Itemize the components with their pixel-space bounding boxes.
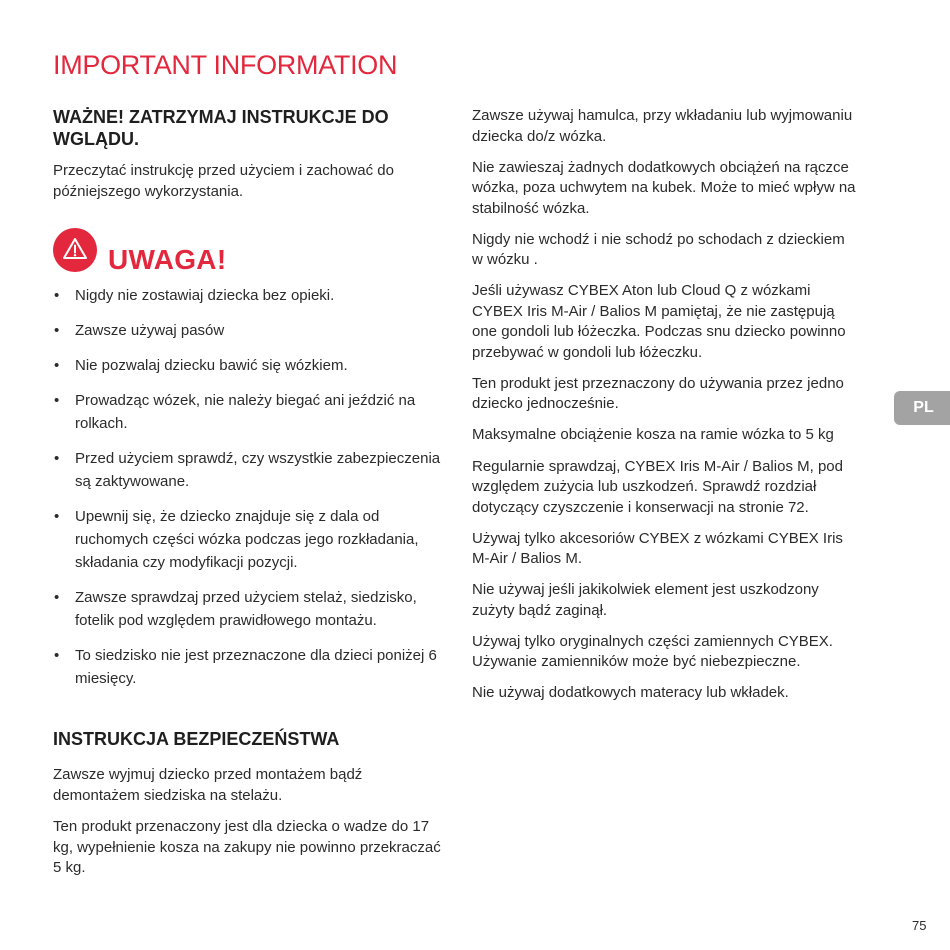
- instruction-paragraph: Używaj tylko akcesoriów CYBEX z wózkami CYBEX Iris M-Air / Balios M.: [472, 529, 843, 568]
- instruction-paragraph: Nie używaj dodatkowych materacy lub wkładek.: [472, 684, 789, 702]
- page-number: 75: [912, 918, 927, 933]
- warning-label: UWAGA!: [108, 244, 227, 275]
- page-title: IMPORTANT INFORMATION: [53, 50, 398, 80]
- instruction-paragraph: Nigdy nie wchodź i nie schodź po schodach z dzieckiem w wózku .: [472, 230, 845, 269]
- instruction-paragraph: Regularnie sprawdzaj, CYBEX Iris M-Air / Balios M, pod względem zużycia lub uszkodzeń. Sprawdź rozdział dotyczący czyszczenie i konserwacji na stronie 72.: [472, 457, 843, 516]
- language-tab: PL: [894, 391, 950, 425]
- instruction-paragraph: Zawsze używaj hamulca, przy wkładaniu lub wyjmowaniu dziecka do/z wózka.: [472, 107, 853, 145]
- instruction-paragraph: Ten produkt jest przeznaczony do używania przez jedno dziecko jednocześnie.: [472, 374, 844, 413]
- instruction-paragraph: Używaj tylko oryginalnych części zamiennych CYBEX. Używanie zamienników może być niebezpieczne.: [472, 632, 833, 671]
- list-item: • Przed użyciem sprawdź, czy wszystkie zabezpieczenia są zaktywowane.: [53, 447, 445, 493]
- safety-paragraph: Zawsze wyjmuj dziecko przed montażem bądź demontażem siedziska na stelażu.: [53, 766, 363, 804]
- list-item: • Upewnij się, że dziecko znajduje się z dala od ruchomych części wózka podczas jego rozkładania, składania czy modyfikacji pozycji.: [53, 505, 445, 574]
- safety-paragraph: Ten produkt przenaczony jest dla dziecka o wadze do 17 kg, wypełnienie kosza na zakupy nie powinno przekraczać 5 kg.: [53, 818, 441, 876]
- important-heading: WAŻNE! ZATRZYMAJ INSTRUKCJE DO WGLĄDU.: [53, 107, 389, 149]
- safety-heading: INSTRUKCJA BEZPIECZEŃSTWA: [53, 729, 340, 749]
- list-item: • Nie pozwalaj dziecku bawić się wózkiem.: [53, 354, 445, 377]
- list-item: • Nigdy nie zostawiaj dziecka bez opieki.: [53, 284, 445, 307]
- list-item: • Prowadząc wózek, nie należy biegać ani jeździć na rolkach.: [53, 389, 445, 435]
- warning-triangle-icon: [53, 228, 97, 272]
- list-item: • Zawsze sprawdzaj przed użyciem stelaż, siedzisko, fotelik pod względem prawidłowego montażu.: [53, 586, 445, 632]
- instruction-paragraph: Nie używaj jeśli jakikolwiek element jest uszkodzony zużyty bądź zaginął.: [472, 581, 819, 619]
- left-column: [53, 106, 445, 879]
- warning-banner: [53, 228, 445, 284]
- instruction-paragraph: Jeśli używasz CYBEX Aton lub Cloud Q z wózkami CYBEX Iris M-Air / Balios M pamiętaj, że nie zastępują one gondoli lub łóżeczka. Podczas snu dziecko powinno przebywać w gondoli lub łóżeczku.: [472, 282, 846, 361]
- right-column: [472, 106, 857, 715]
- instruction-paragraph: Nie zawieszaj żadnych dodatkowych obciążeń na rączce wózka, poza uchwytem na kubek. Może to mieć wpływ na stabilność wózka.: [472, 158, 856, 217]
- list-item: • To siedzisko nie jest przeznaczone dla dzieci poniżej 6 miesięcy.: [53, 644, 445, 690]
- intro-paragraph: Przeczytać instrukcję przed użyciem i zachować do późniejszego wykorzystania.: [53, 162, 394, 200]
- warning-list: [53, 284, 445, 690]
- list-item: • Zawsze używaj pasów: [53, 319, 445, 342]
- instruction-paragraph: Maksymalne obciążenie kosza na ramie wózka to 5 kg: [472, 426, 834, 444]
